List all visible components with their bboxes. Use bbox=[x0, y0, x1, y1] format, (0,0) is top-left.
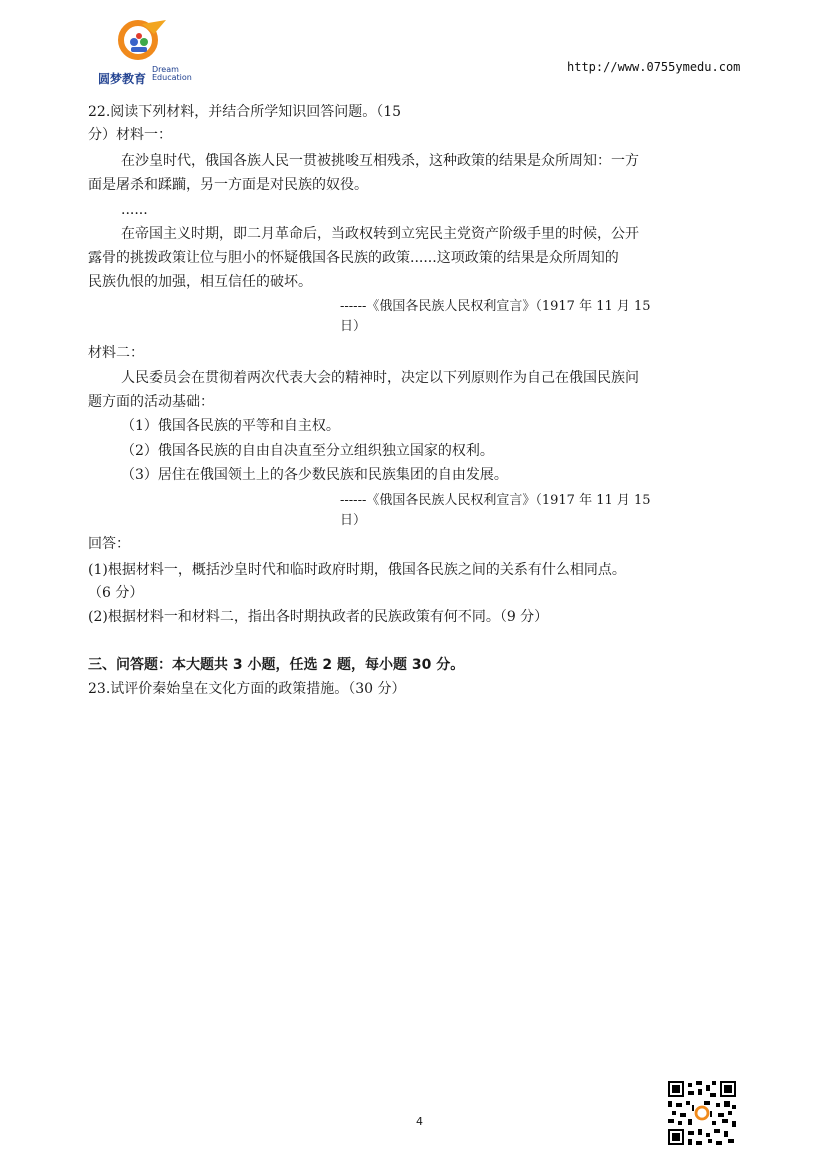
logo-english-line-1: Dream bbox=[152, 65, 179, 74]
material-2-paragraph-line-2: 题方面的活动基础： bbox=[88, 394, 214, 410]
material-1-paragraph-1-line-2: 面是屠杀和蹂躏，另一方面是对民族的奴役。 bbox=[88, 177, 368, 193]
material-2-label: 材料二： bbox=[88, 345, 144, 361]
dream-education-logo bbox=[96, 12, 206, 86]
logo-english-line-2: Education bbox=[152, 73, 192, 82]
material-1-paragraph-2-line-2: 露骨的挑拨政策让位与胆小的怀疑俄国各民族的政策......这项政策的结果是众所周知的 bbox=[88, 250, 619, 266]
question-23: 23.试评价秦始皇在文化方面的政策措施。（30 分） bbox=[88, 681, 406, 697]
material-2-item-3: （3）居住在俄国领土上的各少数民族和民族集团的自由发展。 bbox=[121, 467, 508, 483]
material-2-source-line-2: 日） bbox=[340, 513, 367, 528]
sub-question-1-line-2: （6 分） bbox=[88, 585, 144, 601]
q22-intro-line-2: 分）材料一： bbox=[88, 127, 172, 143]
material-1-paragraph-2-line-3: 民族仇恨的加强，相互信任的破坏。 bbox=[88, 274, 312, 290]
logo-mark-icon bbox=[96, 12, 206, 72]
material-1-paragraph-1-line-1: 在沙皇时代，俄国各族人民一贯被挑唆互相残杀，这种政策的结果是众所周知：一方 bbox=[121, 153, 639, 169]
material-2-paragraph-line-1: 人民委员会在贯彻着两次代表大会的精神时，决定以下列原则作为自己在俄国民族问 bbox=[121, 370, 639, 386]
material-2-source-line-1: ------《俄国各民族人民权利宣言》（1917 年 11 月 15 bbox=[340, 493, 651, 508]
sub-question-2: (2)根据材料一和材料二，指出各时期执政者的民族政策有何不同。（9 分） bbox=[88, 609, 549, 625]
material-2-item-1: （1）俄国各民族的平等和自主权。 bbox=[121, 418, 340, 434]
material-1-paragraph-2-line-1: 在帝国主义时期，即二月革命后，当政权转到立宪民主党资产阶级手里的时候，公开 bbox=[121, 226, 639, 242]
logo-chinese-text: 圆梦教育 bbox=[98, 72, 147, 86]
qr-code-icon bbox=[668, 1081, 736, 1145]
page-number: 4 bbox=[416, 1115, 423, 1128]
section-3-heading: 三、问答题：本大题共 3 小题，任选 2 题，每小题 30 分。 bbox=[88, 657, 465, 673]
material-2-item-2: （2）俄国各民族的自由自决直至分立组织独立国家的权利。 bbox=[121, 443, 494, 459]
material-1-source-line-1: ------《俄国各民族人民权利宣言》（1917 年 11 月 15 bbox=[340, 299, 651, 314]
q22-intro-line-1: 22.阅读下列材料，并结合所学知识回答问题。（15 bbox=[88, 104, 402, 120]
material-1-source-line-2: 日） bbox=[340, 319, 367, 334]
answer-label: 回答： bbox=[88, 536, 130, 552]
sub-question-1-line-1: (1)根据材料一，概括沙皇时代和临时政府时期，俄国各民族之间的关系有什么相同点。 bbox=[88, 562, 626, 578]
material-1-ellipsis: ...... bbox=[121, 202, 148, 218]
header-url[interactable]: http://www.0755ymedu.com bbox=[567, 60, 741, 74]
logo-english-text bbox=[152, 66, 192, 82]
